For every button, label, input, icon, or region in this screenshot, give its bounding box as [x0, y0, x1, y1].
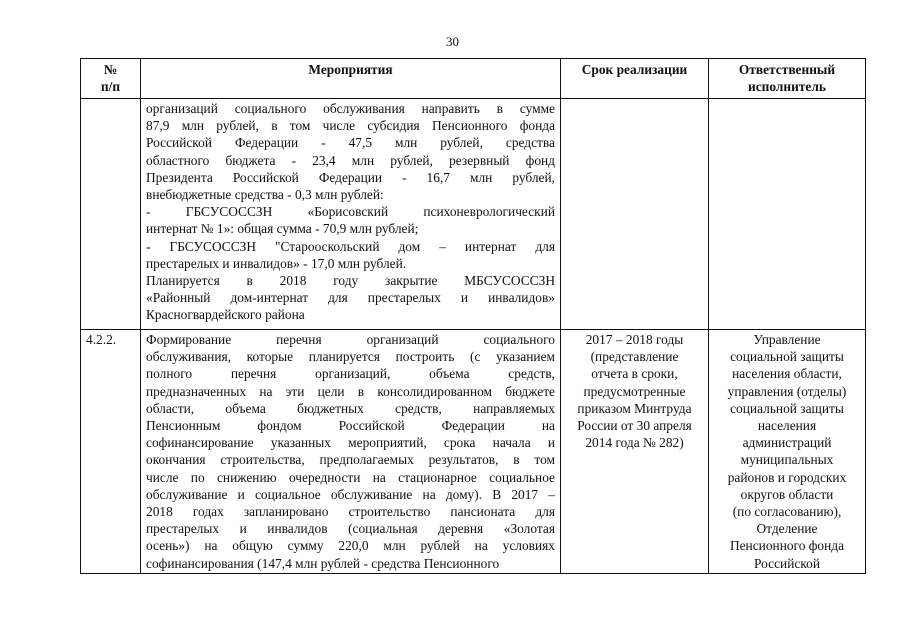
measures-line: полного перечня организаций, объема средств,: [146, 366, 555, 382]
responsible-line: Российской: [754, 555, 820, 571]
measures-line: организаций социального обслуживания направить в сумме: [146, 101, 555, 116]
period-line: 2014 года № 282): [585, 435, 684, 451]
row-number-cell: [81, 99, 141, 330]
measures-line: интернат № 1»: общая сумма - 70,9 млн рублей;: [146, 221, 419, 237]
measures-line: числе по снижению очередности на стационарное социальное: [146, 469, 555, 485]
responsible-line: населения: [757, 418, 817, 434]
measures-line: Президента Российской Федерации - 16,7 млн рублей,: [146, 169, 555, 185]
measures-line: софинансирование указанных мероприятий, срока начала и: [146, 435, 555, 451]
measures-line: Пенсионным фондом Российской Федерации на: [146, 418, 555, 434]
responsible-line: социальной защиты: [730, 349, 844, 365]
measures-line: областного бюджета - 23,4 млн рублей, резервный фонд: [146, 152, 555, 168]
measures-cell: [141, 330, 561, 574]
header-period: Срок реализации: [561, 59, 709, 99]
measures-line: Формирование перечня организаций социального: [146, 332, 555, 347]
measures-line: «Районный дом-интернат для престарелых и инвалидов»: [146, 290, 555, 306]
period-cell: [561, 330, 709, 574]
table-header-row: [81, 59, 866, 99]
measures-line: Российской Федерации - 47,5 млн рублей, средства: [146, 135, 555, 151]
header-responsible: [709, 59, 866, 99]
measures-line: Красногвардейского района: [146, 307, 305, 323]
responsible-cell: [709, 99, 866, 330]
measures-line: внебюджетные средства - 0,3 млн рублей:: [146, 187, 384, 203]
header-number-line-2: п/п: [100, 79, 121, 95]
header-number: [81, 59, 141, 99]
responsible-line: администраций: [742, 435, 832, 451]
table-row: [81, 99, 866, 330]
row-number-cell: 4.2.2.: [81, 330, 141, 574]
period-line: предусмотренные: [583, 383, 686, 399]
responsible-line: населения области,: [732, 366, 842, 382]
measures-line: 2018 годах запланировано строительство пансионата для: [146, 504, 555, 520]
measures-line: - ГБСУСОССЗН «Борисовский психоневрологический: [146, 204, 555, 220]
period-line: России от 30 апреля: [577, 418, 692, 434]
measures-cell: [141, 99, 561, 330]
measures-line: осень») на общую сумму 220,0 млн рублей на условиях: [146, 538, 555, 554]
responsible-line: (по согласованию),: [732, 504, 842, 520]
measures-line: Планируется в 2018 году закрытие МБСУСОССЗН: [146, 273, 555, 289]
responsible-line: районов и городских: [727, 469, 847, 485]
measures-line: софинансирования (147,4 млн рублей - средства Пенсионного: [146, 555, 500, 571]
measures-line: престарелых и инвалидов (социальная деревня «Золотая: [146, 521, 555, 537]
period-line: приказом Минтруда: [577, 400, 692, 416]
responsible-line: округов области: [740, 486, 834, 502]
table-row: [81, 330, 866, 574]
responsible-line: социальной защиты: [730, 400, 844, 416]
responsible-line: муниципальных: [740, 452, 834, 468]
page-number: 30: [446, 34, 459, 49]
responsible-line: управления (отделы): [727, 383, 847, 399]
measures-line: окончания строительства, предполагаемых результатов, в том: [146, 452, 555, 468]
header-responsible-line-2: исполнитель: [748, 79, 826, 95]
measures-line: области, объема бюджетных средств, направляемых: [146, 400, 555, 416]
measures-line: обслуживания, которые планируется построить (с указанием: [146, 349, 555, 365]
period-line: отчета в сроки,: [591, 366, 678, 382]
responsible-line: Отделение: [756, 521, 818, 537]
responsible-line: Управление: [753, 332, 821, 347]
measures-line: 87,9 млн рублей, в том числе субсидия Пенсионного фонда: [146, 118, 555, 134]
period-cell: [561, 99, 709, 330]
measures-line: престарелых и инвалидов» - 17,0 млн рублей.: [146, 255, 407, 271]
header-responsible-line-1: Ответственный: [738, 62, 836, 77]
responsible-line: Пенсионного фонда: [729, 538, 845, 554]
measures-table: [80, 58, 866, 574]
period-line: 2017 – 2018 годы: [585, 332, 684, 347]
header-measures: Мероприятия: [141, 59, 561, 99]
measures-line: предназначенных на эти цели в консолидированном бюджете: [146, 383, 555, 399]
header-number-line-1: №: [103, 62, 118, 77]
measures-line: - ГБСУСОССЗН "Старооскольский дом – интернат для: [146, 238, 555, 254]
measures-line: обслуживание и социальное обслуживание на дому). В 2017 –: [146, 486, 555, 502]
responsible-cell: [709, 330, 866, 574]
period-line: (представление: [590, 349, 679, 365]
